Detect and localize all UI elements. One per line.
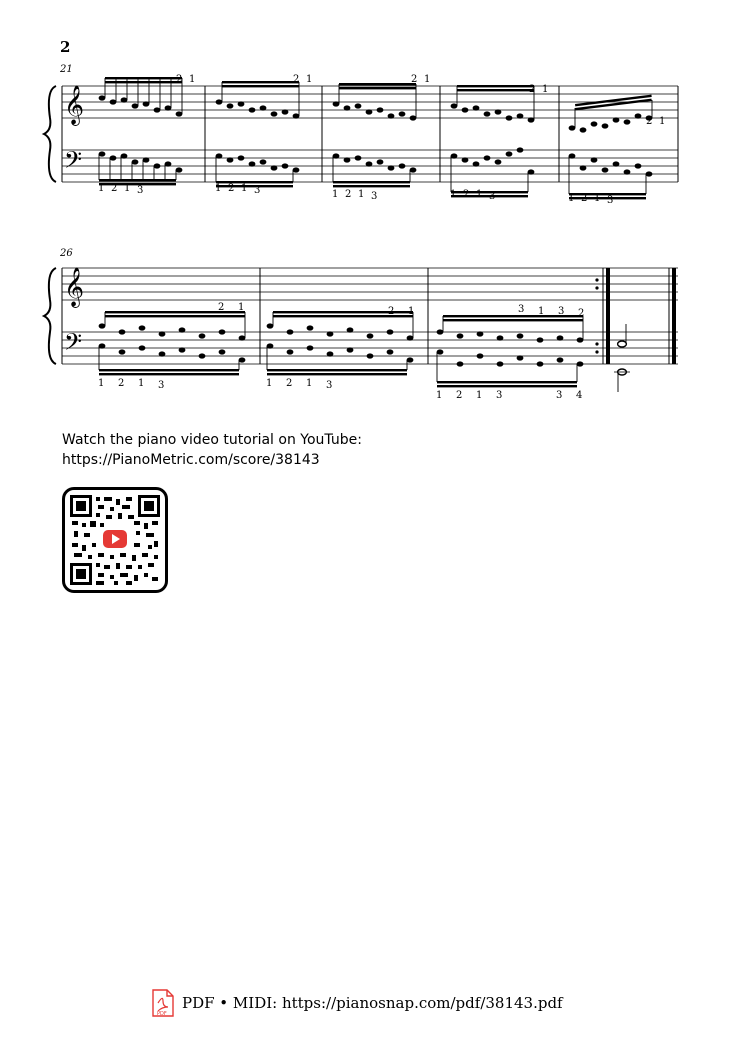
svg-text:3: 3 bbox=[496, 390, 503, 401]
svg-text:3: 3 bbox=[518, 304, 525, 315]
svg-text:1: 1 bbox=[424, 74, 431, 85]
svg-text:1: 1 bbox=[266, 378, 273, 389]
svg-text:3: 3 bbox=[254, 185, 261, 196]
svg-text:3: 3 bbox=[137, 185, 144, 196]
svg-text:2: 2 bbox=[218, 302, 225, 313]
svg-text:2: 2 bbox=[176, 74, 183, 85]
brace bbox=[44, 86, 56, 182]
svg-text:1: 1 bbox=[306, 378, 313, 389]
svg-text:1: 1 bbox=[98, 378, 105, 389]
notes-m28 bbox=[437, 315, 584, 387]
svg-text:1: 1 bbox=[98, 183, 105, 194]
svg-text:1: 1 bbox=[124, 183, 131, 194]
svg-text:1: 1 bbox=[332, 189, 339, 200]
tutorial-line: Watch the piano video tutorial on YouTube: bbox=[62, 432, 362, 448]
svg-text:4: 4 bbox=[576, 390, 583, 401]
bass-clef-icon: 𝄢 bbox=[64, 146, 83, 179]
svg-text:2: 2 bbox=[293, 74, 300, 85]
svg-text:3: 3 bbox=[326, 380, 333, 391]
svg-text:2: 2 bbox=[111, 183, 118, 194]
notes-m27 bbox=[267, 311, 414, 375]
svg-text:3: 3 bbox=[489, 191, 496, 202]
page-number: 2 bbox=[60, 38, 71, 56]
svg-text:1: 1 bbox=[408, 306, 415, 317]
svg-text:3: 3 bbox=[371, 191, 378, 202]
svg-text:1: 1 bbox=[215, 183, 222, 194]
treble-clef-icon: 𝄞 bbox=[64, 85, 85, 125]
svg-text:1: 1 bbox=[358, 189, 365, 200]
sheet-music bbox=[0, 0, 730, 420]
tutorial-link[interactable]: https://PianoMetric.com/score/38143 bbox=[62, 452, 320, 468]
qr-code[interactable] bbox=[62, 487, 168, 593]
svg-text:3: 3 bbox=[556, 390, 563, 401]
svg-text:1: 1 bbox=[538, 306, 545, 317]
qr-code-pattern bbox=[70, 495, 160, 585]
svg-text:1: 1 bbox=[306, 74, 313, 85]
svg-text:3: 3 bbox=[158, 380, 165, 391]
svg-text:2: 2 bbox=[345, 189, 352, 200]
footer-link[interactable]: PDF • MIDI: https://pianosnap.com/pdf/38143.pdf bbox=[182, 994, 563, 1012]
svg-text:2: 2 bbox=[529, 84, 536, 95]
svg-text:2: 2 bbox=[286, 378, 293, 389]
svg-text:1: 1 bbox=[542, 84, 549, 95]
svg-text:1: 1 bbox=[659, 116, 666, 127]
svg-text:PDF: PDF bbox=[157, 1011, 167, 1017]
svg-text:2: 2 bbox=[388, 306, 395, 317]
svg-text:1: 1 bbox=[476, 390, 483, 401]
system-2 bbox=[44, 248, 678, 401]
footer bbox=[152, 988, 563, 1018]
svg-text:2: 2 bbox=[646, 116, 653, 127]
svg-text:2: 2 bbox=[463, 189, 470, 200]
svg-text:1: 1 bbox=[189, 74, 196, 85]
notes-m25-treble bbox=[569, 95, 653, 133]
svg-text:2: 2 bbox=[578, 308, 585, 319]
svg-text:1: 1 bbox=[436, 390, 443, 401]
notes-m21-treble bbox=[99, 77, 183, 117]
svg-text:1: 1 bbox=[241, 183, 248, 194]
svg-text:2: 2 bbox=[228, 183, 235, 194]
final-notes bbox=[614, 324, 630, 392]
svg-text:1: 1 bbox=[568, 193, 575, 204]
svg-text:2: 2 bbox=[411, 74, 418, 85]
svg-text:1: 1 bbox=[476, 189, 483, 200]
treble-clef-icon: 𝄞 bbox=[64, 267, 85, 307]
measure-number: 21 bbox=[60, 64, 73, 75]
svg-text:3: 3 bbox=[607, 195, 614, 206]
notes-m21-bass bbox=[99, 151, 183, 185]
brace bbox=[44, 268, 56, 364]
measure-number: 26 bbox=[60, 248, 73, 259]
repeat-barline bbox=[595, 268, 610, 364]
svg-text:1: 1 bbox=[238, 302, 245, 313]
svg-text:2: 2 bbox=[581, 193, 588, 204]
notes-m22-25-bass bbox=[216, 147, 653, 199]
svg-text:1: 1 bbox=[450, 189, 457, 200]
svg-text:2: 2 bbox=[118, 378, 125, 389]
final-barline bbox=[669, 268, 676, 364]
system-1 bbox=[44, 64, 678, 206]
bass-clef-icon: 𝄢 bbox=[64, 328, 83, 361]
tutorial-text bbox=[62, 430, 362, 470]
svg-text:2: 2 bbox=[456, 390, 463, 401]
svg-text:1: 1 bbox=[594, 193, 601, 204]
notes-m26 bbox=[99, 311, 246, 375]
svg-text:1: 1 bbox=[138, 378, 145, 389]
pdf-icon[interactable] bbox=[152, 989, 174, 1017]
svg-text:3: 3 bbox=[558, 306, 565, 317]
treble-staff bbox=[62, 268, 678, 300]
